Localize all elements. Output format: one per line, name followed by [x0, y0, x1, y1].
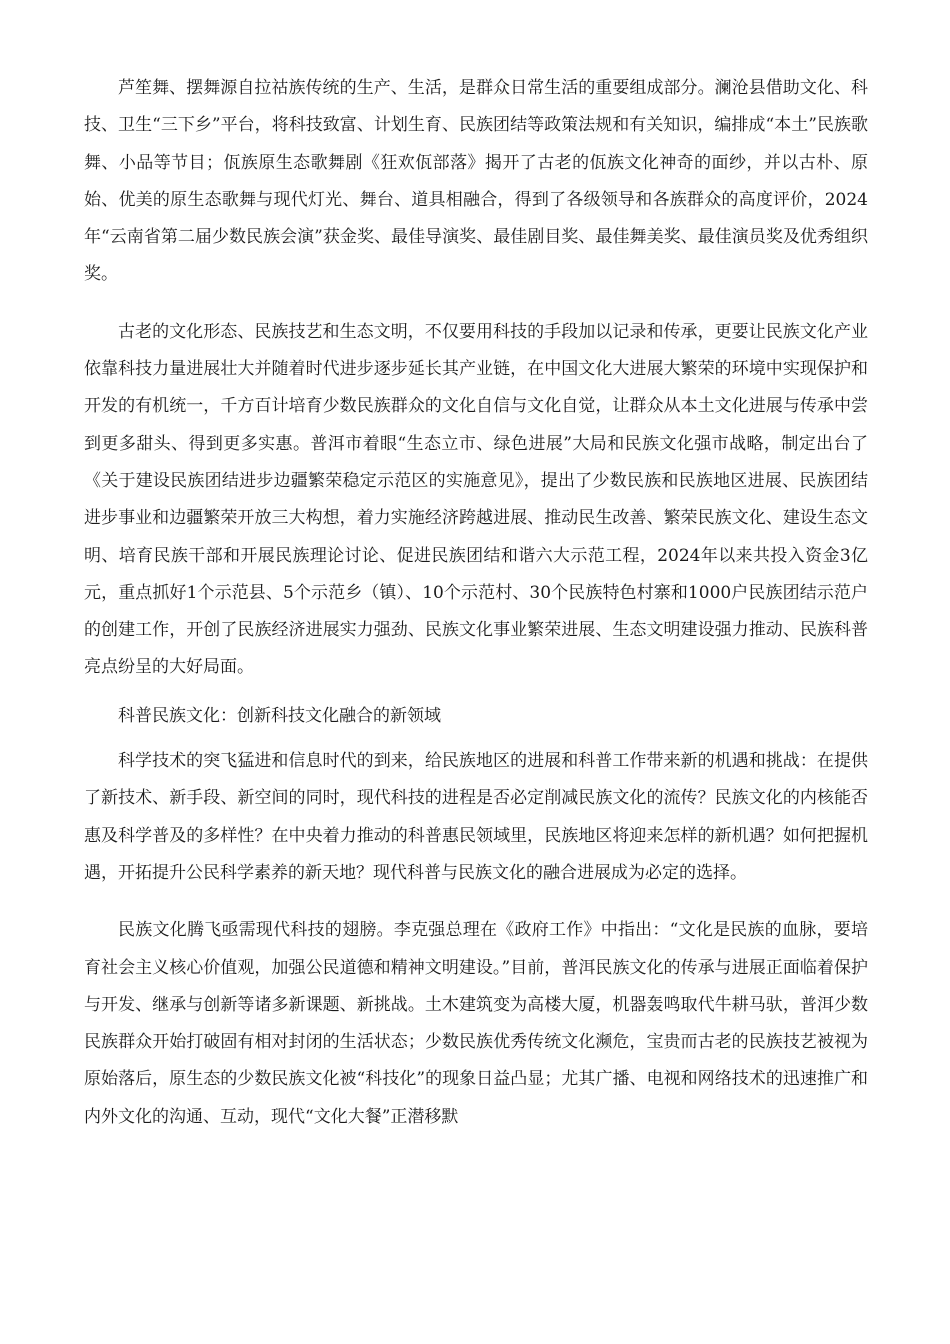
- paragraph-culture-needs-tech: 民族文化腾飞亟需现代科技的翅膀。李克强总理在《政府工作》中指出：“文化是民族的血脉，要培育社会主义核心价值观，加强公民道德和精神文明建设。”目前，普洱民族文化的传承与进展正面临着保护与开发、继承与创新等诸多新课题、新挑战。土木建筑变为高楼大厦，机器轰鸣取代牛耕马驮，普洱少数民族群众开始打破固有相对封闭的生活状态；少数民族优秀传统文化濒危，宝贵而古老的民族技艺被视为原始落后，原生态的少数民族文化被“科技化”的现象日益凸显；尤其广播、电视和网络技术的迅速推广和内外文化的沟通、互动，现代“文化大餐”正潜移默: [84, 920, 868, 1127]
- paragraph-ancient-culture: 古老的文化形态、民族技艺和生态文明，不仅要用科技的手段加以记录和传承，更要让民族文化产业依靠科技力量进展壮大并随着时代进步逐步延长其产业链，在中国文化大进展大繁荣的环境中实现保护和开发的有机统一，千方百计培育少数民族群众的文化自信与文化自觉，让群众从本土文化进展与传承中尝到更多甜头、得到更多实惠。普洱市着眼“生态立市、绿色进展”大局和民族文化强市战略，制定出台了《关于建设民族团结进步边疆繁荣稳定示范区的实施意见》，提出了少数民族和民族地区进展、民族团结进步事业和边疆繁荣开放三大构想，着力实施经济跨越进展、推动民生改善、繁荣民族文化、建设生态文明、培育民族干部和开展民族理论讨论、促进民族团结和谐六大示范工程，2024年以来共投入资金3亿元，重点抓好1个示范县、5个示范乡（镇）、10个示范村、30个民族特色村寨和1000户民族团结示范户的创建工作，开创了民族经济进展实力强劲、民族文化事业繁荣进展、生态文明建设强力推动、民族科普亮点纷呈的大好局面。: [84, 321, 868, 678]
- paragraph-tech-opportunities: 科学技术的突飞猛进和信息时代的到来，给民族地区的进展和科普工作带来新的机遇和挑战：在提供了新技术、新手段、新空间的同时，现代科技的进程是否必定削减民族文化的流传？民族文化的内核能否惠及科学普及的多样性？在中央着力推动的科普惠民领域里，民族地区将迎来怎样的新机遇？如何把握机遇，开拓提升公民科学素养的新天地？现代科普与民族文化的融合进展成为必定的选择。: [84, 751, 868, 883]
- section-heading-science-culture: 科普民族文化：创新科技文化融合的新领域: [118, 705, 441, 726]
- paragraph-lusheng-dance: 芦笙舞、摆舞源自拉祜族传统的生产、生活，是群众日常生活的重要组成部分。澜沧县借助文化、科技、卫生“三下乡”平台，将科技致富、计划生育、民族团结等政策法规和有关知识，编排成“本土”民族歌舞、小品等节目；佤族原生态歌舞剧《狂欢佤部落》揭开了古老的佤族文化神奇的面纱，并以古朴、原始、优美的原生态歌舞与现代灯光、舞台、道具相融合，得到了各级领导和各族群众的高度评价，2024年“云南省第二届少数民族会演”获金奖、最佳导演奖、最佳剧目奖、最佳舞美奖、最佳演员奖及优秀组织奖。: [84, 78, 868, 285]
- document-body: [84, 70, 868, 1136]
